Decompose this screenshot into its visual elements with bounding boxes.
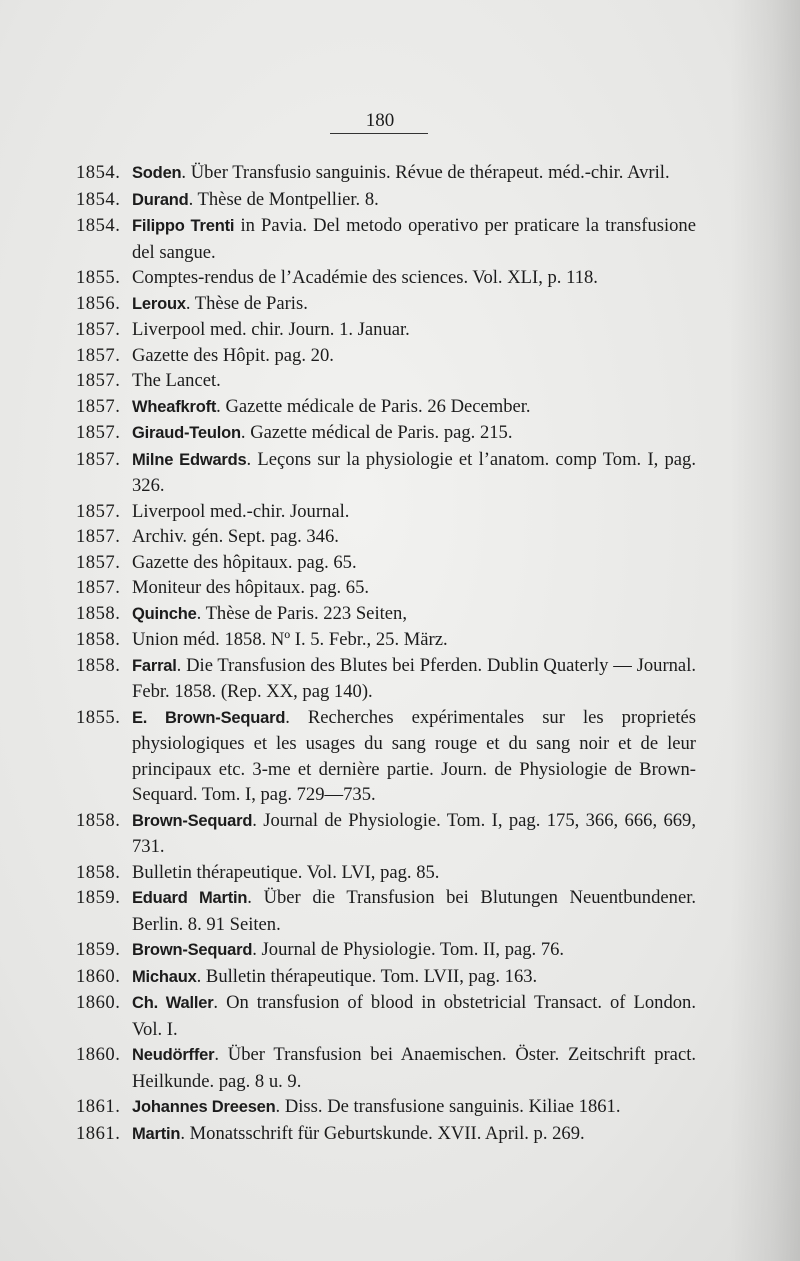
bibliography-entry — [76, 1094, 696, 1121]
entry-text: Über Transfusion bei Anaemischen. Öster. Zeitschrift pract. Heilkunde. pag. 8 u. 9. — [132, 1044, 697, 1092]
entry-year: 1854. — [76, 215, 121, 236]
page-number-rule — [330, 133, 428, 134]
entry-text: Diss. De transfusione sanguinis. Kiliae 1861. — [284, 1096, 621, 1117]
entry-year: 1860. — [76, 992, 121, 1013]
entry-body: Wheafkroft. Gazette médicale de Paris. 26 December. — [132, 395, 531, 417]
entry-author: Johannes Dreesen — [132, 1098, 276, 1116]
entry-text: Thèse de Montpellier. 8. — [197, 188, 379, 210]
entry-author: Durand — [132, 190, 189, 209]
bibliography-entry — [76, 343, 696, 369]
bibliography-entry — [76, 653, 696, 705]
entry-author: Quinche — [132, 604, 197, 623]
bibliography-list — [76, 160, 696, 1147]
bibliography-entry — [76, 627, 696, 653]
bibliography-entry — [76, 420, 696, 447]
bibliography-entry — [76, 860, 696, 886]
entry-year: 1859. — [76, 939, 121, 960]
entry-year: 1856. — [76, 292, 121, 314]
entry-body: Farral. Die Transfusion des Blutes bei Pferden. Dublin Quaterly — Journal. Febr. 1858. (Rep. XX, pag 140). — [132, 654, 697, 702]
entry-body: Martin. Monatsschrift für Geburtskunde. XVII. April. p. 269. — [132, 1122, 585, 1144]
entry-year: 1857. — [76, 551, 121, 573]
entry-year: 1861. — [76, 1096, 121, 1117]
entry-text: Gazette des hôpitaux. pag. 65. — [132, 551, 357, 573]
entry-year: 1857. — [76, 422, 121, 443]
entry-text: Leçons sur la physiologie et l’anatom. comp Tom. I, pag. 326. — [132, 448, 697, 496]
entry-text: Journal de Physiologie. Tom. II, pag. 76. — [261, 939, 565, 960]
entry-year: 1857. — [76, 577, 121, 598]
entry-author: Leroux — [132, 294, 186, 313]
entry-text: in Pavia. Del metodo operativo per praticare la transfusione del sangue. — [132, 215, 696, 263]
entry-text: Recherches expérimentales sur les proprietés physiologiques et les usages du sang rouge et du sang noir et de leur principaux etc. 3-me et dernière partie. Journ. de Physiologie de Brown-Sequard. Tom. I, pag. 729—735. — [132, 706, 696, 805]
entry-text: Thèse de Paris. — [194, 292, 308, 314]
entry-year: 1859. — [76, 887, 121, 908]
entry-body: Brown-Sequard. Journal de Physiologie. Tom. I, pag. 175, 366, 666, 669, 731. — [132, 809, 696, 857]
entry-body: Brown-Sequard. Journal de Physiologie. Tom. II, pag. 76. — [132, 939, 565, 960]
entry-year: 1854. — [76, 188, 121, 210]
entry-body — [132, 213, 696, 265]
entry-year: 1860. — [76, 1044, 121, 1065]
bibliography-entry — [76, 937, 696, 964]
bibliography-entry — [76, 213, 696, 265]
entry-text: Union méd. 1858. Nº I. 5. Febr., 25. März. — [132, 629, 448, 650]
bibliography-entry — [76, 368, 696, 394]
entry-year: 1857. — [76, 319, 121, 340]
entry-text: Liverpool med.-chir. Journal. — [132, 500, 350, 522]
entry-text: Journal de Physiologie. Tom. I, pag. 175, 366, 666, 669, 731. — [132, 809, 696, 857]
page-number: 180 — [365, 110, 395, 131]
bibliography-entry — [76, 291, 696, 318]
entry-text: Monatsschrift für Geburtskunde. XVII. April. p. 269. — [189, 1122, 585, 1144]
entry-author: Michaux — [132, 967, 197, 986]
bibliography-entry — [76, 499, 696, 525]
entry-year: 1857. — [76, 395, 121, 417]
bibliography-entry — [76, 990, 696, 1042]
entry-year: 1855. — [76, 267, 121, 288]
entry-body — [132, 627, 696, 653]
entry-year: 1858. — [76, 629, 121, 650]
entry-body: Leroux. Thèse de Paris. — [132, 292, 308, 314]
bibliography-entry — [76, 1121, 696, 1148]
entry-author: Giraud-Teulon — [132, 424, 241, 442]
entry-author: Milne Edwards — [132, 450, 247, 469]
entry-text: Über Transfusio sanguinis. Révue de thérapeut. méd.-chir. Avril. — [190, 162, 670, 183]
entry-text: On transfusion of blood in obstetricial Transact. of London. Vol. I. — [132, 992, 696, 1040]
entry-year: 1855. — [76, 706, 121, 728]
entry-text: Thèse de Paris. 223 Seiten, — [205, 602, 407, 624]
bibliography-entry — [76, 808, 696, 860]
entry-author: Neudörffer — [132, 1046, 215, 1064]
entry-author: Farral — [132, 656, 177, 675]
entry-body — [132, 499, 696, 525]
entry-body: Quinche. Thèse de Paris. 223 Seiten, — [132, 602, 407, 624]
bibliography-entry — [76, 394, 696, 421]
entry-body: Soden. Über Transfusio sanguinis. Révue de thérapeut. méd.-chir. Avril. — [132, 162, 670, 183]
entry-text: Bulletin thérapeutique. Tom. LVII, pag. 163. — [205, 965, 538, 987]
entry-author: E. Brown-Sequard — [132, 708, 286, 727]
bibliography-entry — [76, 885, 696, 937]
bibliography-entry — [76, 601, 696, 628]
entry-year: 1857. — [76, 500, 121, 522]
entry-text: Comptes-rendus de l’Académie des sciences. Vol. XLI, p. 118. — [132, 267, 598, 288]
entry-body: Giraud-Teulon. Gazette médical de Paris. pag. 215. — [132, 422, 513, 443]
entry-body — [132, 265, 696, 291]
entry-body: Michaux. Bulletin thérapeutique. Tom. LVII, pag. 163. — [132, 965, 538, 987]
page-edge-shadow — [730, 0, 800, 1261]
entry-text: Gazette des Hôpit. pag. 20. — [132, 344, 334, 366]
entry-author: Filippo Trenti — [132, 217, 235, 235]
entry-text: Gazette médical de Paris. pag. 215. — [250, 422, 513, 443]
entry-body: Durand. Thèse de Montpellier. 8. — [132, 188, 379, 210]
entry-year: 1858. — [76, 602, 121, 624]
entry-body — [132, 524, 696, 550]
bibliography-entry — [76, 187, 696, 214]
bibliography-entry — [76, 160, 696, 187]
entry-year: 1858. — [76, 861, 121, 883]
entry-year: 1857. — [76, 370, 121, 391]
entry-text: Moniteur des hôpitaux. pag. 65. — [132, 577, 370, 598]
bibliography-entry — [76, 705, 696, 808]
entry-year: 1857. — [76, 448, 121, 470]
entry-author: Martin — [132, 1124, 181, 1143]
entry-body: Johannes Dreesen. Diss. De transfusione sanguinis. Kiliae 1861. — [132, 1096, 621, 1117]
entry-year: 1858. — [76, 654, 121, 676]
entry-text: Über die Transfusion bei Blutungen Neuentbundener. Berlin. 8. 91 Seiten. — [132, 887, 697, 935]
entry-text: Die Transfusion des Blutes bei Pferden. Dublin Quaterly — Journal. Febr. 1858. (Rep. XX, pag 140). — [132, 654, 697, 702]
entry-body: Eduard Martin. Über die Transfusion bei Blutungen Neuentbundener. Berlin. 8. 91 Seiten. — [132, 887, 697, 935]
entry-year: 1860. — [76, 965, 121, 987]
entry-year: 1857. — [76, 526, 121, 547]
entry-text: Liverpool med. chir. Journ. 1. Januar. — [132, 319, 410, 340]
entry-year: 1857. — [76, 344, 121, 366]
entry-body: Milne Edwards. Leçons sur la physiologie et l’anatom. comp Tom. I, pag. 326. — [132, 448, 697, 496]
bibliography-entry — [76, 1042, 696, 1094]
bibliography-entry — [76, 964, 696, 991]
entry-body — [132, 343, 696, 369]
entry-year: 1854. — [76, 162, 121, 183]
entry-text: The Lancet. — [132, 370, 221, 391]
entry-author: Brown-Sequard — [132, 811, 253, 830]
bibliography-entry — [76, 317, 696, 343]
entry-year: 1858. — [76, 809, 121, 831]
entry-body — [132, 860, 696, 886]
bibliography-entry — [76, 447, 696, 499]
entry-author: Eduard Martin — [132, 889, 248, 907]
entry-author: Ch. Waller — [132, 994, 214, 1012]
entry-year: 1861. — [76, 1122, 121, 1144]
entry-text: Gazette médicale de Paris. 26 December. — [225, 395, 531, 417]
entry-body — [132, 368, 696, 394]
entry-body — [132, 575, 696, 601]
entry-body — [132, 317, 696, 343]
bibliography-entry — [76, 524, 696, 550]
entry-author: Wheafkroft — [132, 397, 217, 416]
bibliography-entry — [76, 550, 696, 576]
entry-text: Archiv. gén. Sept. pag. 346. — [132, 526, 339, 547]
entry-body: E. Brown-Sequard. Recherches expérimentales sur les proprietés physiologiques et les usages du sang rouge et du sang noir et de leur principaux etc. 3-me et dernière partie. Journ. de Physiologie de Brown-Sequard. Tom. I, pag. 729—735. — [132, 706, 696, 805]
entry-body: Ch. Waller. On transfusion of blood in obstetricial Transact. of London. Vol. I. — [132, 992, 696, 1040]
bibliography-entry — [76, 265, 696, 291]
entry-text: Bulletin thérapeutique. Vol. LVI, pag. 85. — [132, 861, 440, 883]
entry-author: Soden — [132, 164, 182, 182]
entry-body — [132, 550, 696, 576]
entry-body: Neudörffer. Über Transfusion bei Anaemischen. Öster. Zeitschrift pract. Heilkunde. pag. 8 u. 9. — [132, 1044, 697, 1092]
bibliography-entry — [76, 575, 696, 601]
entry-author: Brown-Sequard — [132, 941, 253, 959]
